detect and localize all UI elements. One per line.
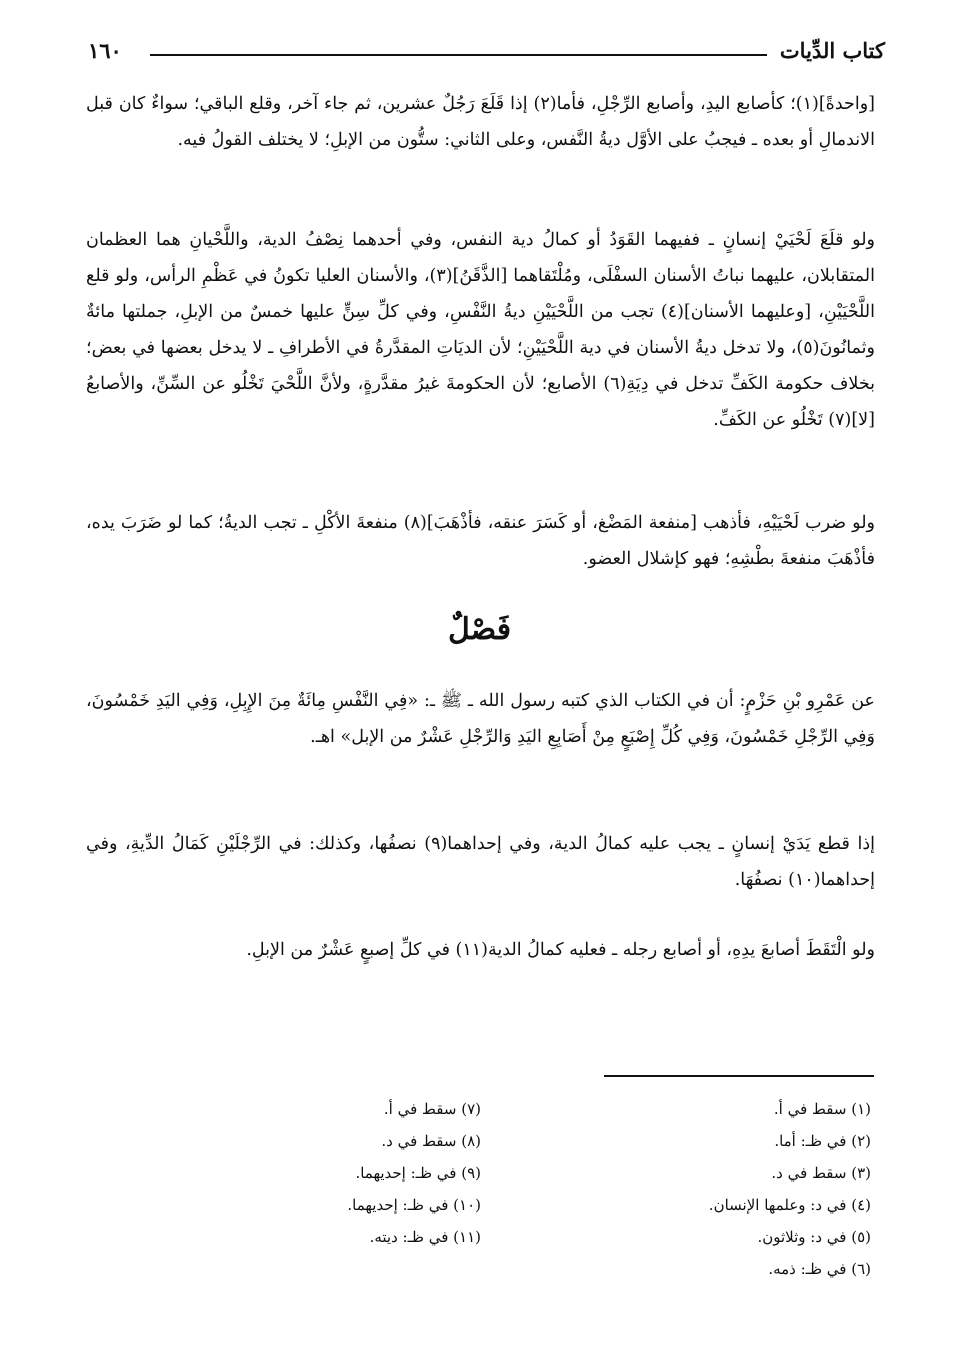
paragraph-text: ولو الْتَقَطَ أصابعَ يدِهِ، أو أصابع رجله ـ فعليه كمالُ الدية(١١) في كلِّ إصبعٍ عَشْرٌ من الإبلِ.	[246, 940, 875, 960]
footnote: (٨) سقط في د.	[381, 1132, 481, 1150]
footnote: (٦) في ظـ: ذمه.	[768, 1260, 871, 1278]
paragraph-1	[86, 86, 875, 158]
page-header	[88, 38, 885, 72]
footnotes-right-column	[611, 1093, 871, 1285]
hands-paragraph	[86, 826, 875, 898]
footnote: (٥) في د: وثلاثون.	[757, 1228, 871, 1246]
footnote: (٧) سقط في أ.	[383, 1100, 481, 1118]
running-title: كتاب الدِّيات	[779, 38, 885, 63]
paragraph-text: إذا قطع يَدَيْ إنسانٍ ـ يجب عليه كمالُ الدية، وفي إحداهما(٩) نصفُها، وكذلك: في الرِّجْلَيْنِ كَمَالُ الدِّيةِ، وفي إحداهما(١٠) نصفُهَا.	[86, 834, 876, 890]
paragraph-2	[86, 222, 875, 438]
hadith-paragraph	[86, 683, 875, 755]
fingers-paragraph	[86, 932, 875, 968]
footnote: (١) سقط في أ.	[773, 1100, 871, 1118]
footnote: (٩) في ظـ: إحديهما.	[355, 1164, 481, 1182]
section-heading: فَصْلٌ	[447, 612, 512, 647]
header-rule	[150, 54, 767, 56]
paragraph-3	[86, 505, 875, 577]
paragraph-text: ولو ضرب لَحْيَيْهِ، فأذهب [منفعة المَضْغ، أو كَسَرَ عنقه، فأذْهَبَ](٨) منفعةَ الأكْلِ ـ تجب الديةُ؛ كما لو ضَرَبَ يده، فأذْهَبَ منفعةَ بطْشِهِ؛ فهو كإشلال العضو.	[86, 513, 875, 569]
footnote: (٤) في د: وعلمها الإنسان.	[708, 1196, 871, 1214]
footnote: (٢) في ظـ: أما.	[774, 1132, 871, 1150]
paragraph-text: ولو قلَعَ لَحْيَيْ إنسانٍ ـ ففيهما القَوَدُ أو كمالُ دية النفس، وفي أحدهما نِصْفُ الدية، واللَّحْيانِ هما العظمان المتقابلان، عليهما نباتُ الأسنان السفْلَى، ومُلْتَقاهما [الذَّقَنُ](٣)، والأسنان العليا تكونُ في عَظْمِ الرأس، ولو قلع اللَّحْيَيْنِ، [وعليهما الأسنان](٤) تجب من اللَّحْيَيْنِ ديةُ النَّفْسِ، وفي كلِّ سِنٍّ عليها خمسٌ من الإبلِ، جملتها مائةٌ وثمانُونَ(٥)، ولا تدخل ديةُ الأسنان في دية اللَّحْيَيْنِ؛ لأن الديَاتِ المقدَّرةُ في الأطرافِ ـ لا يدخل بعضها في بعض؛ بخلاف حكومة الكَفِّ تدخل في دِيَةِ(٦) الأصابع؛ لأن الحكومةَ غيرُ مقدَّرةٍ، ولأنَّ اللَّحْيَ تَخْلُو عن السِّنِّ، والأصابعُ [لا](٧) تَخْلُو عن الكَفِّ.	[86, 230, 875, 430]
page-number: ١٦٠	[88, 38, 122, 63]
footnotes-left-column	[241, 1093, 481, 1253]
footnote-rule	[604, 1075, 874, 1077]
footnote: (٣) سقط في د.	[771, 1164, 871, 1182]
footnote: (١١) في ظـ: ديته.	[369, 1228, 481, 1246]
footnote: (١٠) في ظـ: إحديهما.	[347, 1196, 481, 1214]
paragraph-text: [واحدةً](١)؛ كأصابع اليدِ، وأصابع الرِّجْلِ، فأما(٢) إذا قَلَعَ رَجُلٌ عشرين، ثم جاء آخر، وقلع الباقي؛ سواءٌ كان قبل الاندمالِ أو بعده ـ فيجبُ على الأوَّل ديةُ النَّفس، وعلى الثاني: ستُّون من الإبلِ؛ لا يختلف القولُ فيه.	[86, 94, 875, 150]
paragraph-text: عن عَمْرِو بْنِ حَزْمٍ: أن في الكتاب الذي كتبه رسول الله ـ ﷺ ـ: «فِي النَّفْسِ مِائَةٌ مِنَ الإِبِلِ، وَفِي اليَدِ خَمْسُونَ، وَفِي الرِّجْلِ خَمْسُونَ، وَفِي كُلِّ إِصْبَعٍ مِنْ أَصَابِعِ اليَدِ وَالرِّجْلِ عَشْرٌ من الإبل» اهـ.	[86, 691, 875, 747]
